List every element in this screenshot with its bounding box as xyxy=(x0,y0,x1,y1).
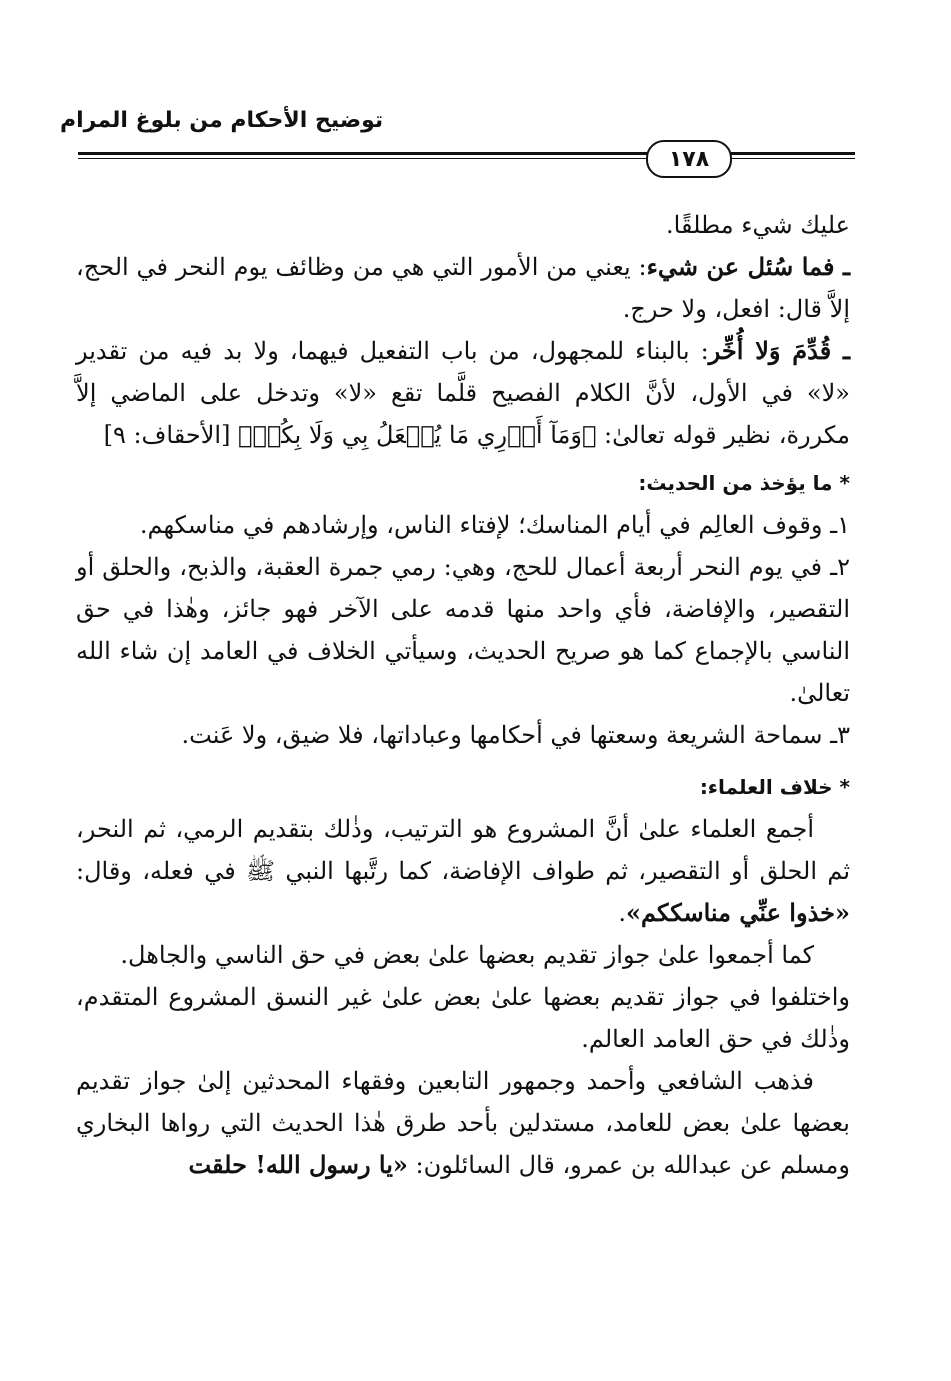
section-heading-benefits: * ما يؤخذ من الحديث: xyxy=(638,471,850,495)
paragraph: واختلفوا في جواز تقديم بعضها علىٰ بعض علىٰ غير النسق المشروع المتقدم، وذٰلك في حق العامد العالم. xyxy=(76,983,850,1053)
running-title: توضيح الأحكام من بلوغ المرام xyxy=(60,108,384,133)
term-explanation xyxy=(76,246,850,330)
page-body xyxy=(76,204,850,1186)
page-number-badge xyxy=(646,140,732,178)
list-item: ١ـ وقوف العالِم في أيام المناسك؛ لإفتاء الناس، وإرشادهم في مناسكهم. xyxy=(139,511,850,539)
section-heading-dispute: * خلاف العلماء: xyxy=(699,775,850,799)
header-rule-thin xyxy=(78,158,855,159)
paragraph-text: أجمع العلماء علىٰ أنَّ المشروع هو الترتيب، وذٰلك بتقديم الرمي، ثم النحر، ثم الحلق أو التقصير، ثم طواف الإفاضة، كما رتَّبها النبي ﷺ في فعله، وقال: xyxy=(76,815,851,885)
term: ـ قُدِّمَ وَلا أُخِّر xyxy=(708,336,850,365)
hadith-quote: «خذوا عنِّي مناسككم» xyxy=(626,898,850,927)
paragraph-end: . xyxy=(618,899,627,927)
paragraph xyxy=(76,808,850,934)
hadith-quote: «يا رسول الله! حلقت xyxy=(188,1150,408,1179)
term-text: : بالبناء للمجهول، من باب التفعيل فيهما، ولا بد فيه من تقدير «لا» في الأول، لأنَّ الكلام الفصيح قلَّما تقع «لا» وتدخل على الماضي إلاَّ مكررة، نظير قوله تعالىٰ: ﴿وَمَآ أَدۡرِي مَا يُفۡعَلُ بِي وَلَا بِكُمۡ﴾ [الأحقاف: ٩] xyxy=(76,337,850,449)
paragraph: كما أجمعوا علىٰ جواز تقديم بعضها علىٰ بعض في حق الناسي والجاهل. xyxy=(120,941,814,969)
list-item: ٣ـ سماحة الشريعة وسعتها في أحكامها وعباداتها، فلا ضيق، ولا عَنت. xyxy=(181,721,850,749)
text-line: عليك شيء مطلقًا. xyxy=(666,211,850,239)
benefits-list xyxy=(76,504,850,756)
term: ـ فما سُئل عن شيء xyxy=(646,252,850,281)
term-explanation xyxy=(76,330,850,456)
header-rule-thick xyxy=(78,152,855,155)
page-number: ١٧٨ xyxy=(668,146,710,172)
paragraph xyxy=(76,1060,850,1186)
list-item: ٢ـ في يوم النحر أربعة أعمال للحج، وهي: رمي جمرة العقبة، والذبح، والحلق أو التقصير، والإفاضة، فأي واحد منها قدمه على الآخر فهو جائز، وهٰذا في حق الناسي بالإجماع كما هو صريح الحديث، وسيأتي الخلاف في العامد إن شاء الله تعالىٰ. xyxy=(76,553,850,707)
paragraph-text: فذهب الشافعي وأحمد وجمهور التابعين وفقهاء المحدثين إلىٰ جواز تقديم بعضها علىٰ بعض للعامد، مستدلين بأحد طرق هٰذا الحديث التي رواها البخاري ومسلم عن عبدالله بن عمرو، قال السائلون: xyxy=(76,1067,850,1179)
term-text: : يعني من الأمور التي هي من وظائف يوم النحر في الحج، إلاَّ قال: افعل، ولا حرج. xyxy=(76,253,850,323)
